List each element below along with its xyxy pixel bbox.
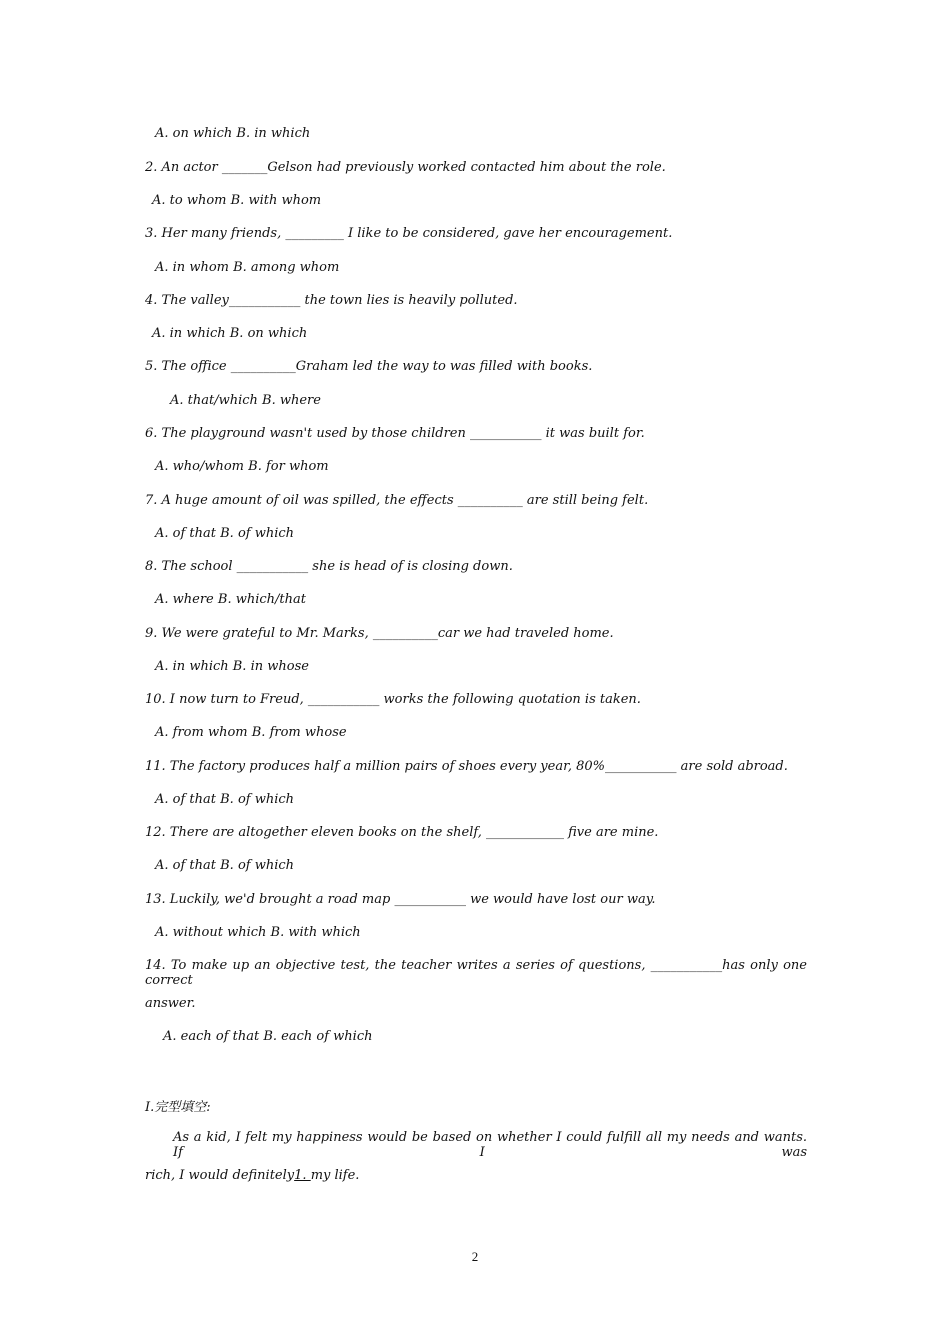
question-13: 13. Luckily, we'd brought a road map ___________ we would have lost our way.: [145, 892, 656, 907]
q7-options: A. of that B. of which: [155, 526, 295, 541]
question-6: 6. The playground wasn't used by those children ___________ it was built for.: [145, 426, 645, 441]
question-12: 12. There are altogether eleven books on the shelf, ____________ five are mine.: [145, 825, 659, 840]
cloze-text-before: rich, I would definitely: [145, 1168, 295, 1183]
cloze-paragraph-line-1: As a kid, I felt my happiness would be based on whether I could fulfill all my needs and wants. If I was: [173, 1130, 807, 1160]
cloze-blank-1: 1.: [294, 1168, 311, 1183]
q10-options: A. from whom B. from whose: [155, 725, 347, 740]
q1-options: A. on which B. in which: [155, 126, 311, 141]
cloze-paragraph-line-2: [145, 1168, 359, 1183]
question-5: 5. The office __________Graham led the way to was filled with books.: [145, 359, 593, 374]
cloze-text-after: my life.: [310, 1168, 360, 1183]
q11-options: A. of that B. of which: [155, 792, 295, 807]
q5-options: A. that/which B. where: [170, 393, 321, 408]
question-9: 9. We were grateful to Mr. Marks, __________car we had traveled home.: [145, 626, 614, 641]
q13-options: A. without which B. with which: [155, 925, 361, 940]
question-10: 10. I now turn to Freud, ___________ works the following quotation is taken.: [145, 692, 641, 707]
question-4: 4. The valley___________ the town lies is heavily polluted.: [145, 293, 518, 308]
question-2: 2. An actor _______Gelson had previously worked contacted him about the role.: [145, 160, 666, 175]
q6-options: A. who/whom B. for whom: [155, 459, 329, 474]
q4-options: A. in which B. on which: [152, 326, 308, 341]
q14-options: A. each of that B. each of which: [163, 1029, 373, 1044]
question-11: 11. The factory produces half a million pairs of shoes every year, 80%___________ are sold abroad.: [145, 759, 788, 774]
question-7: 7. A huge amount of oil was spilled, the effects __________ are still being felt.: [145, 493, 649, 508]
q3-options: A. in whom B. among whom: [155, 260, 340, 275]
page-number: 2: [471, 1249, 479, 1264]
question-14-continued: answer.: [145, 996, 196, 1011]
q12-options: A. of that B. of which: [155, 858, 295, 873]
question-3: 3. Her many friends, _________ I like to be considered, gave her encouragement.: [145, 226, 673, 241]
q2-options: A. to whom B. with whom: [152, 193, 322, 208]
q9-options: A. in which B. in whose: [155, 659, 309, 674]
section-heading: I.完型填空:: [145, 1100, 211, 1115]
question-8: 8. The school ___________ she is head of is closing down.: [145, 559, 513, 574]
question-14: 14. To make up an objective test, the teacher writes a series of questions, ___________has only one correct: [145, 958, 807, 988]
q8-options: A. where B. which/that: [155, 592, 306, 607]
